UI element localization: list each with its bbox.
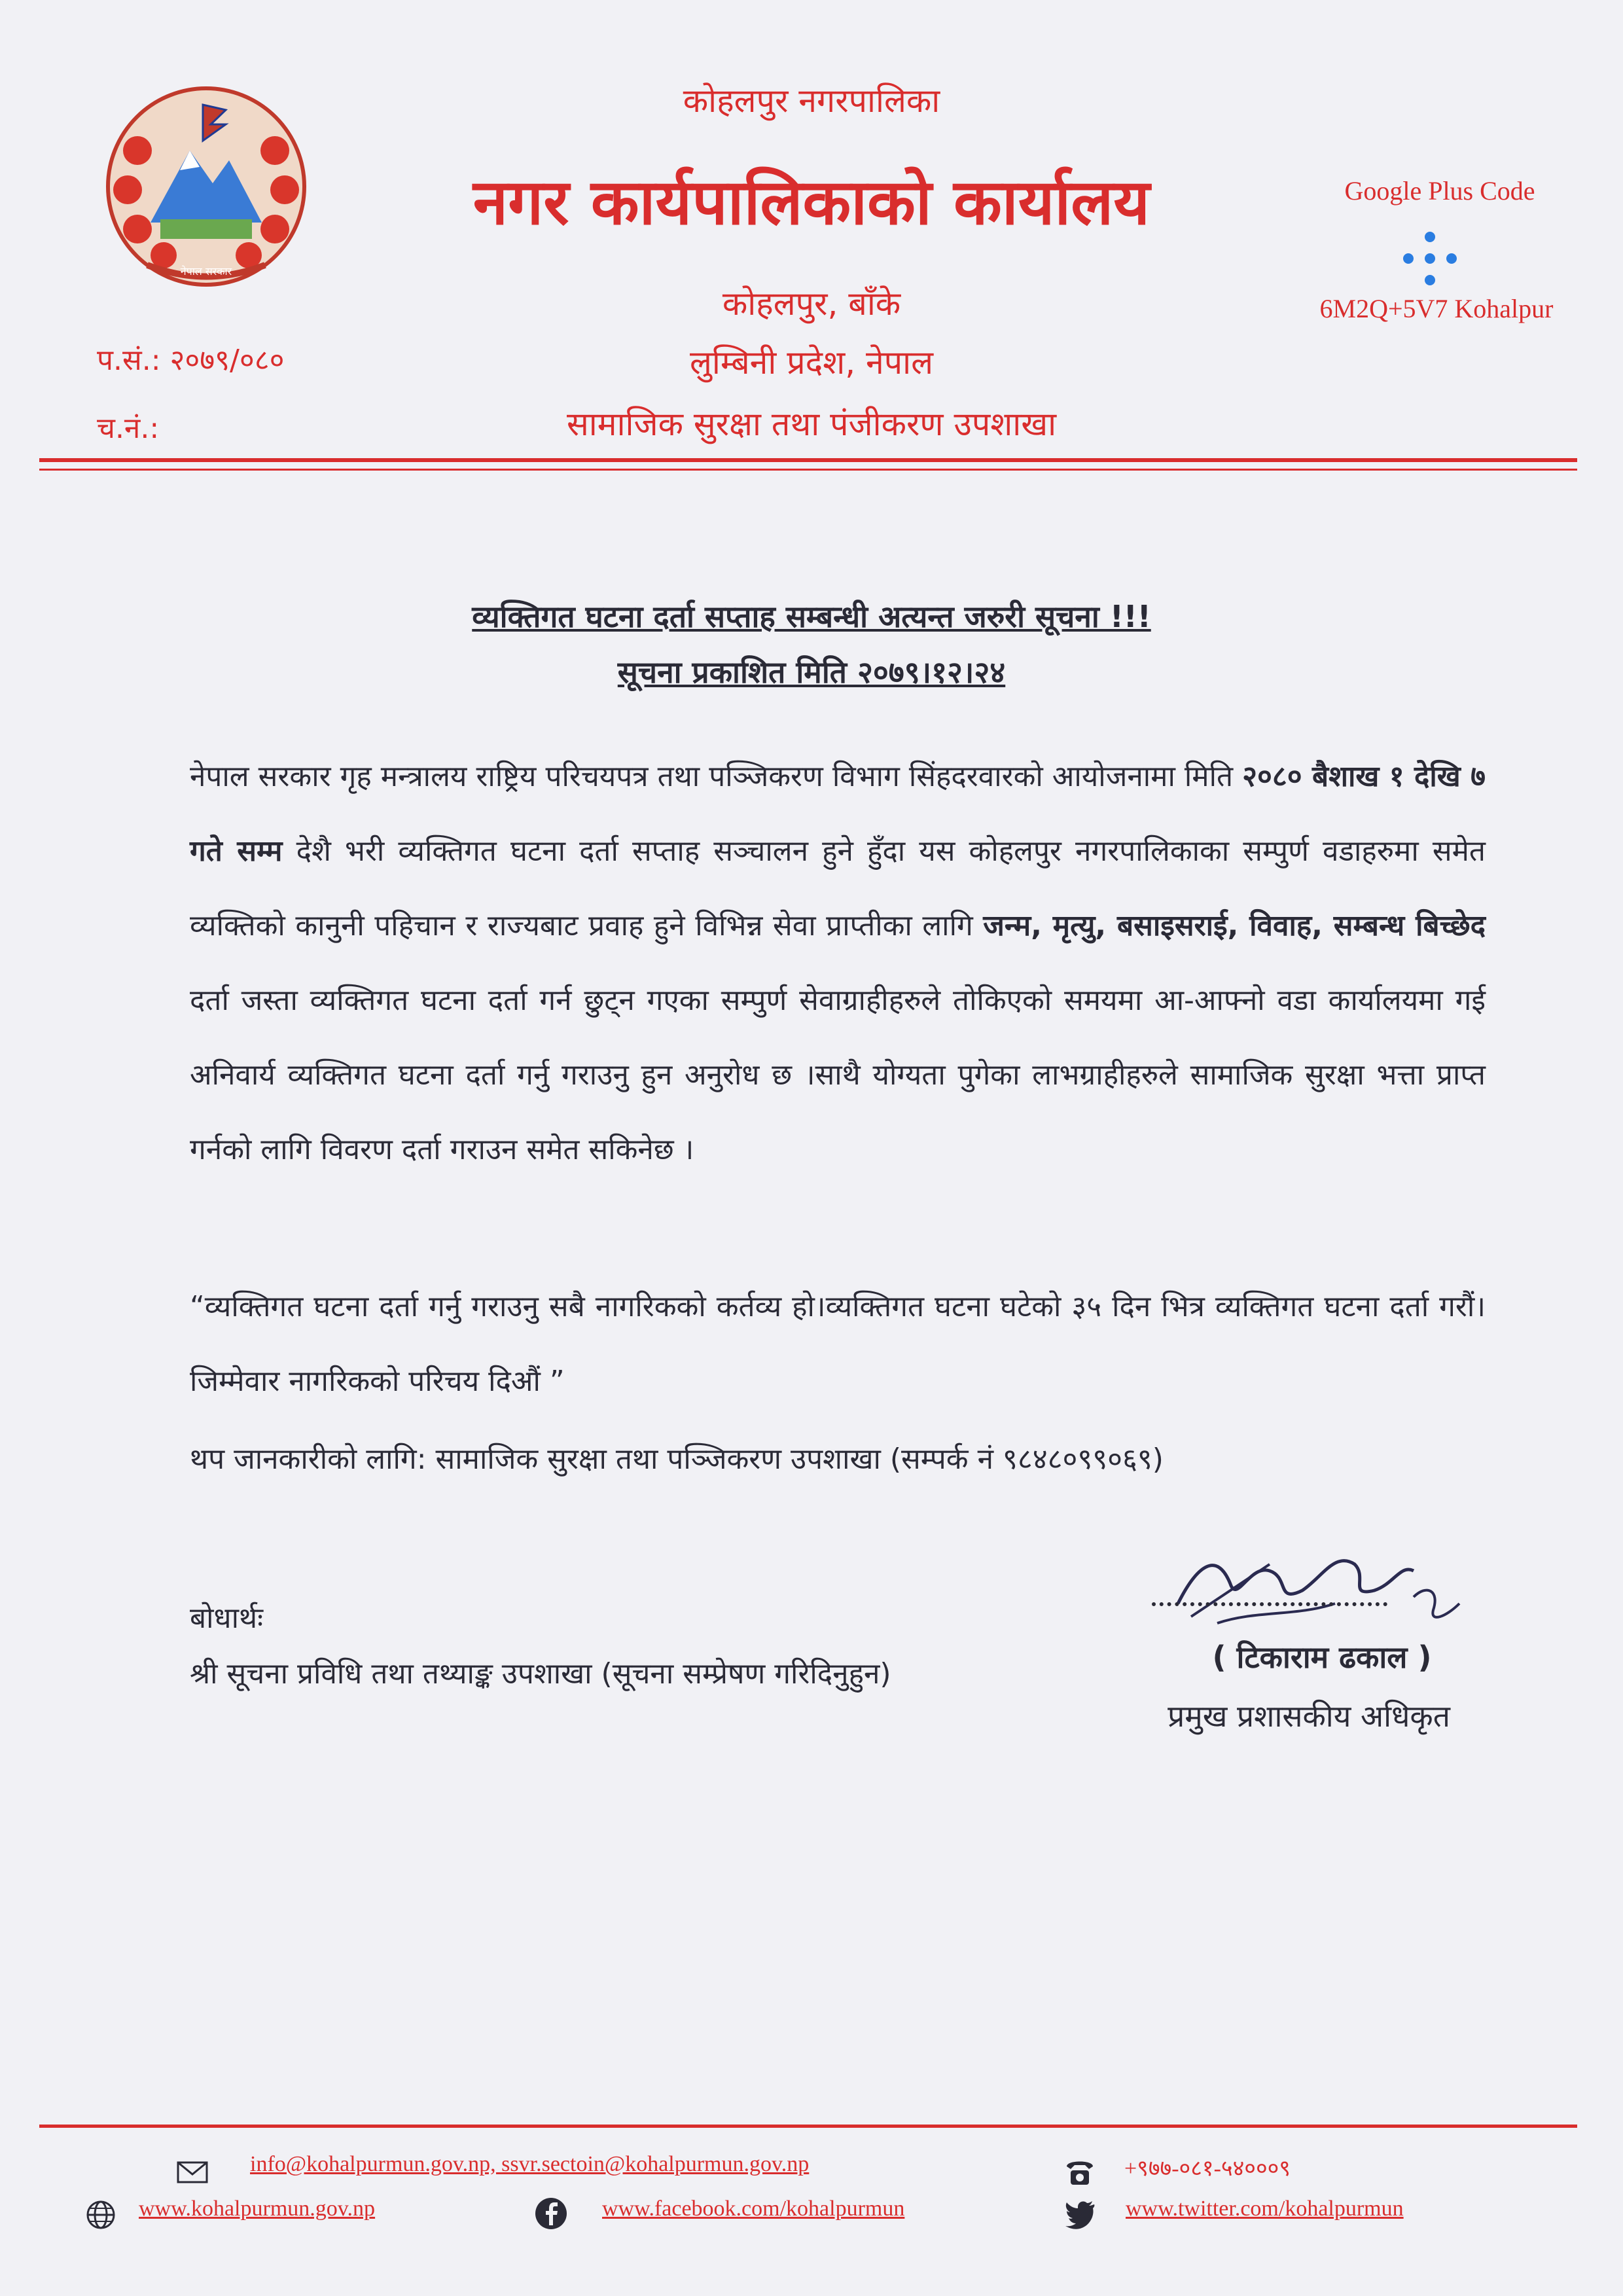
section-name: सामाजिक सुरक्षा तथा पंजीकरण उपशाखा [566,405,1057,443]
notice-title: व्यक्तिगत घटना दर्ता सप्ताह सम्बन्धी अत्यन्त जरुरी सूचना !!! [472,599,1151,634]
body-text: दर्ता जस्ता व्यक्तिगत घटना दर्ता गर्न छुट्न गएका सम्पुर्ण सेवाग्राहीहरुले तोकिएको समयमा आ-आफ्नो वडा कार्यालयमा गई अनिवार्य व्यक्तिगत घटना दर्ता गर्नु गराउनु हुन अनुरोध छ ।साथै योग्यता पुगेका लाभग्राहीहरुले सामाजिक सुरक्षा भत्ता प्राप्त गर्नको लागि विवरण दर्ता गराउन समेत सकिनेछ । [190,984,1486,1166]
province-address: लुम्बिनी प्रदेश, नेपाल [689,344,934,382]
plus-code-icon [1400,229,1459,288]
body-text: नेपाल सरकार गृह मन्त्रालय राष्ट्रिय परिचयपत्र तथा पञ्जिकरण विभाग सिंहदरवारको आयोजनामा मिति [190,760,1243,793]
municipality-name: कोहलपुर नगरपालिका [683,82,940,120]
footer-website-link[interactable]: www.kohalpurmun.gov.np [139,2197,376,2221]
footer-email-link[interactable]: info@kohalpurmun.gov.np, ssvr.sectoin@kohalpurmun.gov.np [250,2152,810,2176]
signature-line [1152,1602,1387,1606]
notice-quote: “व्यक्तिगत घटना दर्ता गर्नु गराउनु सबै नागरिकको कर्तव्य हो।व्यक्तिगत घटना घटेको ३५ दिन भित्र व्यक्तिगत घटना दर्ता गरौं।जिम्मेवार नागरिकको परिचय दिऔं ” [190,1290,1486,1398]
twitter-icon[interactable] [1063,2197,1097,2231]
footer-divider [39,2125,1577,2128]
footer-phone: +९७७-०८१-५४०००९ [1124,2157,1291,2181]
footer-facebook-link[interactable]: www.facebook.com/kohalpurmun [602,2197,905,2221]
cc-recipient: श्री सूचना प्रविधि तथा तथ्याङ्क उपशाखा (सूचना सम्प्रेषण गरिदिनुहुन) [190,1657,891,1691]
cc-label: बोधार्थः [190,1602,263,1635]
facebook-icon[interactable] [534,2197,568,2231]
body-text-bold: २०८० बैशाख १ देखि ७ गते सम्म [190,760,1486,868]
svg-text:नेपाल सरकार: नेपाल सरकार [180,265,232,278]
footer-twitter-link[interactable]: www.twitter.com/kohalpurmun [1126,2197,1404,2221]
notice-body [190,740,1486,1187]
dispatch-number: च.नं.: [97,412,160,445]
notice-published-date: सूचना प्रकाशित मिति २०७९।१२।२४ [617,655,1006,690]
body-text-bold: जन्म, मृत्यु, बसाइसराई, विवाह, सम्बन्ध बिच्छेद [983,909,1486,942]
globe-icon [84,2198,118,2232]
signatory-name: ( टिकाराम ढकाल ) [1212,1640,1432,1675]
plus-code-value: 6M2Q+5V7 Kohalpur [1319,294,1554,323]
signatory-title: प्रमुख प्रशासकीय अधिकृत [1168,1698,1450,1734]
reference-number: प.सं.: २०७९/०८० [97,344,285,377]
mail-icon [175,2155,209,2189]
body-text: देशै भरी व्यक्तिगत घटना दर्ता सप्ताह सञ्चालन हुने हुँदा यस कोहलपुर नगरपालिकाका सम्पुर्ण वडाहरुमा समेत व्यक्तिको कानुनी पहिचान र राज्यबाट प्रवाह हुने विभिन्न सेवा प्राप्तीका लागि [190,834,1486,942]
header-divider-thin [39,469,1577,471]
phone-icon [1063,2155,1097,2189]
header-divider [39,458,1577,462]
contact-info: थप जानकारीको लागि: सामाजिक सुरक्षा तथा पञ्जिकरण उपशाखा (सम्पर्क नं ९८४८०९९०६९) [190,1443,1164,1476]
city-address: कोहलपुर, बाँके [722,285,901,323]
plus-code-title: Google Plus Code [1344,176,1535,206]
office-title: नगर कार्यपालिकाको कार्यालय [473,166,1150,239]
